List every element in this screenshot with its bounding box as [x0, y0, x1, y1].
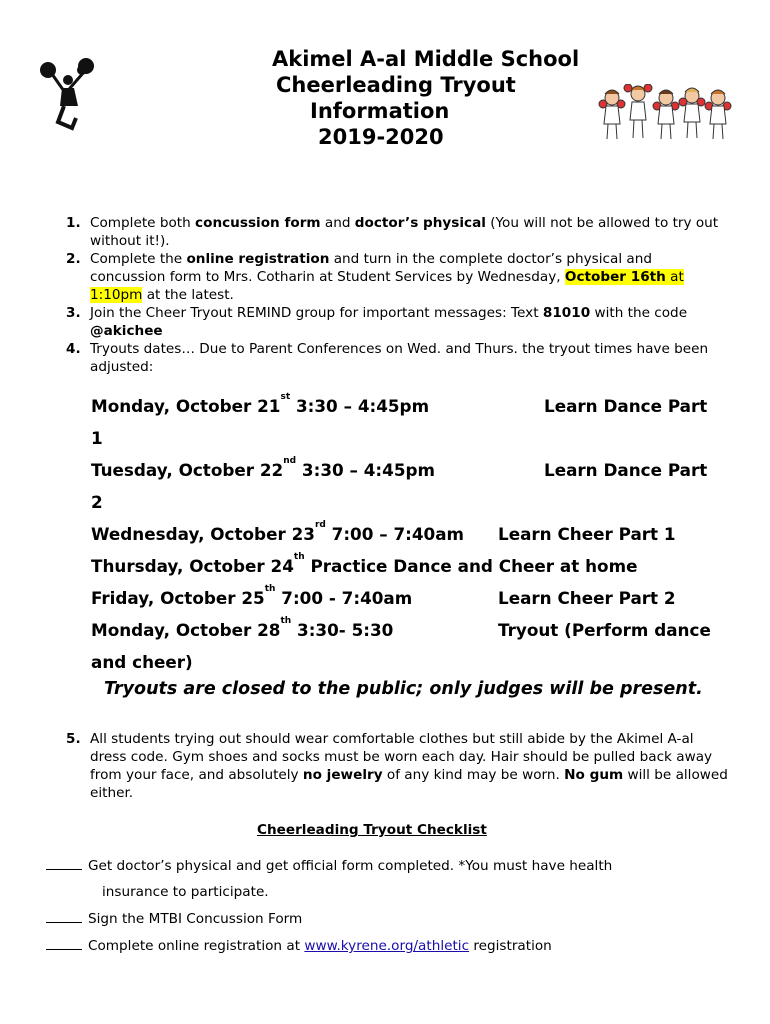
schedule-row: Monday, October 21st 3:30 – 4:45pm Learn Dance Part	[91, 390, 731, 422]
schedule-activity: Learn Cheer Part 1	[498, 524, 676, 544]
cheerleader-silhouette-icon	[38, 58, 98, 134]
list-number: 2.	[66, 251, 81, 267]
list-item-4: 4. Tryouts dates… Due to Parent Conferences on Wed. and Thurs. the tryout times have been adjusted:	[66, 341, 709, 375]
list-number: 5.	[66, 731, 81, 747]
doctors-physical-text: doctor’s physical	[354, 215, 486, 231]
checkbox-blank[interactable]	[46, 857, 82, 870]
online-registration-text: online registration	[186, 251, 330, 267]
no-jewelry-text: no jewelry	[302, 767, 383, 783]
checklist-item: Get doctor’s physical and get official form completed. *You must have health	[46, 857, 612, 874]
schedule-activity: Learn Dance Part	[544, 460, 708, 480]
page-title	[200, 46, 620, 150]
schedule-activity: Learn Dance Part	[544, 396, 708, 416]
schedule-row-continuation: 2	[91, 492, 103, 512]
schedule-row: Thursday, October 24th Practice Dance and Cheer at home	[91, 552, 638, 576]
remind-number: 81010	[542, 305, 591, 321]
list-number: 3.	[66, 305, 81, 321]
list-item-2: 2. Complete the online registration and turn in the complete doctor’s physical and concussion form to Mrs. Cotharin at Student Services by Wednesday, October 16th at 1:10pm at the latest.	[66, 251, 684, 303]
checklist-title: Cheerleading Tryout Checklist	[257, 822, 487, 838]
schedule-row: Friday, October 25th 7:00 - 7:40am Learn Cheer Part 2	[91, 582, 731, 614]
schedule-row: Wednesday, October 23rd 7:00 – 7:40am Learn Cheer Part 1	[91, 518, 731, 550]
title-line-3: Information	[310, 99, 450, 123]
schedule-row-continuation: and cheer)	[91, 652, 193, 672]
list-item-3: 3. Join the Cheer Tryout REMIND group for important messages: Text 81010 with the code @akichee	[66, 305, 688, 339]
list-item-1: 1. Complete both concussion form and doctor’s physical (You will not be allowed to try out without it!).	[66, 215, 719, 249]
checklist-item-continuation: insurance to participate.	[102, 884, 269, 900]
no-gum-text: No gum	[564, 767, 624, 783]
checklist-item: Sign the MTBI Concussion Form	[46, 910, 302, 927]
cheerleader-squad-icon	[596, 84, 736, 144]
deadline-time-highlight: at 1:10pm	[90, 269, 684, 303]
checkbox-blank[interactable]	[46, 910, 82, 923]
list-item-5: 5. All students trying out should wear comfortable clothes but still abide by the Akimel A-al dress code. Gym shoes and socks must be worn each day. Hair should be pulled back away from your face, and absolutely no jewelry of any kind may be worn. No gum will be allowed either.	[66, 731, 728, 801]
kyrene-athletic-link[interactable]: www.kyrene.org/athletic	[304, 938, 470, 954]
schedule-row-continuation: 1	[91, 428, 103, 448]
instructions-list	[66, 214, 726, 376]
title-line-4: 2019-2020	[318, 125, 444, 149]
title-line-1: Akimel A-al Middle School	[272, 47, 580, 71]
list-number: 1.	[66, 215, 81, 231]
title-line-2: Cheerleading Tryout	[276, 73, 516, 97]
checkbox-blank[interactable]	[46, 937, 82, 950]
deadline-date-highlight: October 16th	[564, 269, 666, 285]
schedule-activity: Tryout (Perform dance	[498, 620, 711, 640]
remind-code: @akichee	[90, 323, 163, 339]
closed-tryout-notice: Tryouts are closed to the public; only judges will be present.	[104, 679, 703, 699]
schedule-activity: Learn Cheer Part 2	[498, 588, 676, 608]
schedule-row: Tuesday, October 22nd 3:30 – 4:45pm Learn Dance Part	[91, 454, 731, 486]
tryout-schedule	[91, 390, 731, 678]
schedule-row: Monday, October 28th 3:30- 5:30 Tryout (Perform dance	[91, 614, 731, 646]
list-number: 4.	[66, 341, 81, 357]
concussion-form-text: concussion form	[195, 215, 321, 231]
checklist-item: Complete online registration at www.kyrene.org/athletic registration	[46, 937, 552, 954]
